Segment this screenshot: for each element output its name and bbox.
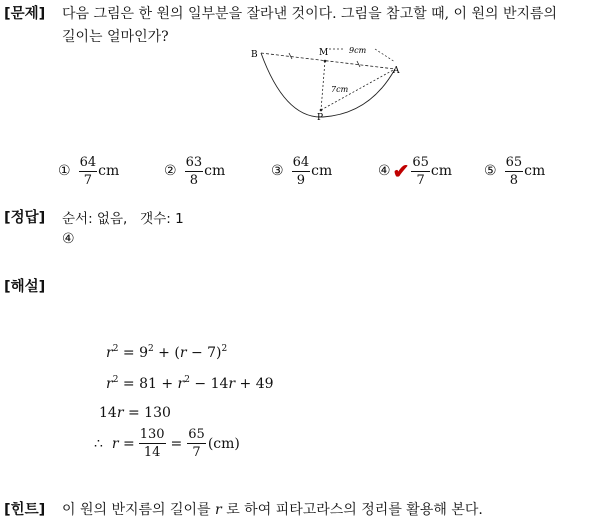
- choice-4-fraction: [411, 156, 430, 187]
- tick-mark-left: [289, 53, 292, 59]
- problem-text-line2: 길이는 얼마인가?: [62, 29, 169, 45]
- choice-5-unit: cm: [524, 163, 546, 179]
- choice-3[interactable]: [271, 153, 332, 189]
- choice-5-fraction: [505, 156, 524, 187]
- choice-3-marker: ③: [271, 163, 284, 179]
- explanation-tag: [해설]: [4, 279, 46, 295]
- label-B: B: [251, 50, 258, 60]
- segment-MP: [321, 61, 325, 110]
- choice-1-marker: ①: [58, 163, 71, 179]
- hint-tag: [힌트]: [4, 502, 46, 518]
- choice-1-denominator: 7: [83, 172, 92, 188]
- equation-4-fraction-2: [187, 428, 206, 459]
- equation-2: $r^2 = 81 + r^2 - 14r + 49$: [106, 375, 274, 392]
- problem-tag: [문제]: [4, 6, 46, 22]
- label-M: M: [319, 48, 329, 58]
- equation-4-fraction-1: [139, 428, 166, 459]
- label-7cm: 7cm: [331, 85, 349, 94]
- hint-text-after: 로 하여 피타고라스의 정리를 활용해 본다.: [226, 502, 483, 518]
- choice-2-numerator: 63: [185, 154, 203, 170]
- tick-mark-right: [357, 61, 360, 67]
- circle-segment-figure: [245, 44, 405, 124]
- choice-5-denominator: 8: [509, 172, 518, 188]
- choice-2-marker: ②: [164, 163, 177, 179]
- choice-3-unit: cm: [311, 163, 333, 179]
- choice-2-fraction: [185, 156, 204, 187]
- equation-4: ∴ r = $\frac{130}{14}$ = $\frac{65}{7}$ (cm): [94, 427, 240, 460]
- choice-3-numerator: 64: [292, 154, 310, 170]
- hint-variable: r: [215, 502, 222, 518]
- dimension-9cm-right: [375, 49, 395, 62]
- choice-1-unit: cm: [98, 163, 120, 179]
- answer-value: ④: [62, 231, 75, 247]
- answer-meta: 순서: 없음, 갯수: 1: [62, 211, 184, 227]
- choice-4-marker: ④: [378, 163, 391, 179]
- checkmark-icon: ✔: [392, 159, 410, 183]
- answer-tag: [정답]: [4, 210, 46, 226]
- label-9cm: 9cm: [349, 46, 367, 55]
- point-P: [320, 109, 323, 112]
- equation-4-denominator-1: 14: [143, 445, 161, 460]
- choice-5[interactable]: [484, 153, 545, 189]
- choice-1[interactable]: [58, 153, 119, 189]
- point-M: [324, 60, 327, 63]
- hint-text-before: 이 원의 반지름의 길이를: [62, 502, 211, 518]
- choice-3-denominator: 9: [296, 172, 305, 188]
- choice-1-numerator: 64: [79, 154, 97, 170]
- choice-5-marker: ⑤: [484, 163, 497, 179]
- choice-2-denominator: 8: [189, 172, 198, 188]
- problem-text-line1: 다음 그림은 한 원의 일부분을 잘라낸 것이다. 그림을 참고할 때, 이 원의 반지름의: [62, 6, 558, 22]
- choice-4-denominator: 7: [416, 172, 425, 188]
- equation-4-numerator-1: 130: [139, 427, 165, 442]
- choice-1-fraction: [79, 156, 98, 187]
- choice-4-unit: cm: [430, 163, 452, 179]
- choice-3-fraction: [292, 156, 311, 187]
- arc: [261, 53, 395, 117]
- equation-3: 14r = 130: [99, 405, 171, 421]
- equation-4-unit: (cm): [207, 435, 240, 452]
- choice-2[interactable]: [164, 153, 225, 189]
- equation-4-equals: =: [170, 435, 183, 452]
- choice-4[interactable]: [378, 153, 452, 189]
- equation-1: $r^2 = 9^2 + (r - 7)^2$: [106, 344, 228, 361]
- equation-4-numerator-2: 65: [188, 427, 205, 442]
- choice-5-numerator: 65: [505, 154, 523, 170]
- label-A: A: [393, 66, 400, 76]
- choice-2-unit: cm: [204, 163, 226, 179]
- equation-4-denominator-2: 7: [192, 445, 201, 460]
- label-P: P: [317, 113, 324, 123]
- choice-4-numerator: 65: [412, 154, 429, 170]
- hint-text: [62, 499, 483, 519]
